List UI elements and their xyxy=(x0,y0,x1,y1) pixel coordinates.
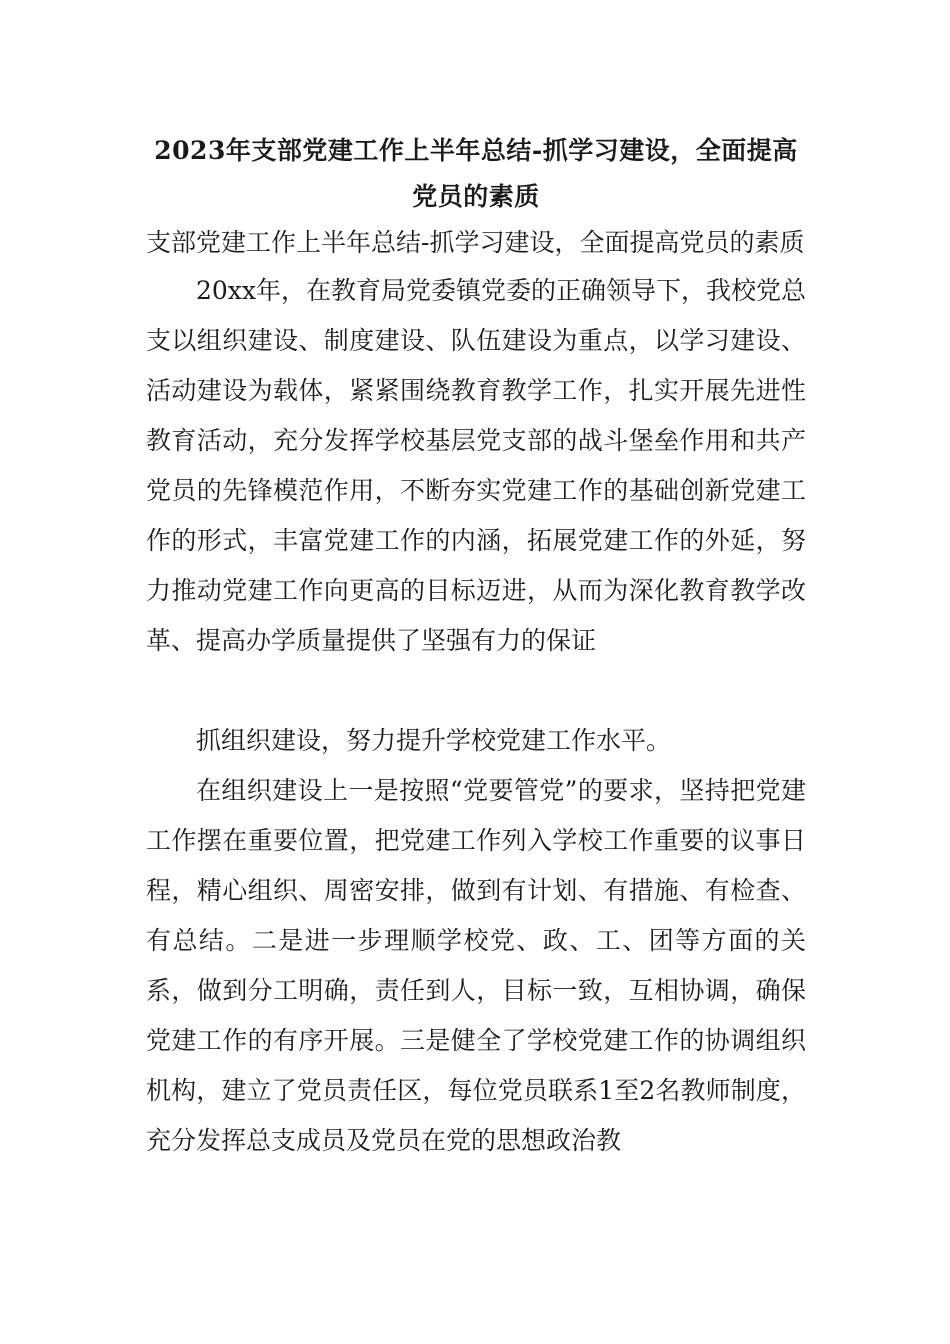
paragraph-heading-organization: 抓组织建设，努力提升学校党建工作水平。 xyxy=(196,726,672,755)
document-page xyxy=(146,128,806,1166)
document-title: 2023年支部党建工作上半年总结-抓学习建设，全面提高党员的素质 xyxy=(154,136,798,211)
paragraph-organization-details: 在组织建设上一是按照“党要管党”的要求，坚持把党建工作摆在重要位置，把党建工作列入学校工作重要的议事日程，精心组织、周密安排，做到有计划、有措施、有检查、有总结。二是进一步理顺学校党、政、工、团等方面的关系，做到分工明确，责任到人，目标一致，互相协调，确保党建工作的有序开展。三是健全了学校党建工作的协调组织机构，建立了党员责任区，每位党员联系1至2名教师制度，充分发挥总支成员及党员在党的思想政治教 xyxy=(146,776,806,1155)
paragraph-gap xyxy=(146,666,806,716)
document-subtitle: 支部党建工作上半年总结-抓学习建设，全面提高党员的素质 xyxy=(146,228,805,257)
paragraph-intro: 20xx年，在教育局党委镇党委的正确领导下，我校党总支以组织建设、制度建设、队伍建设为重点，以学习建设、活动建设为载体，紧紧围绕教育教学工作，扎实开展先进性教育活动，充分发挥学校基层党支部的战斗堡垒作用和共产党员的先锋模范作用，不断夯实党建工作的基础创新党建工作的形式，丰富党建工作的内涵，拓展党建工作的外延，努力推动党建工作向更高的目标迈进，从而为深化教育教学改革、提高办学质量提供了坚强有力的保证 xyxy=(146,276,807,655)
